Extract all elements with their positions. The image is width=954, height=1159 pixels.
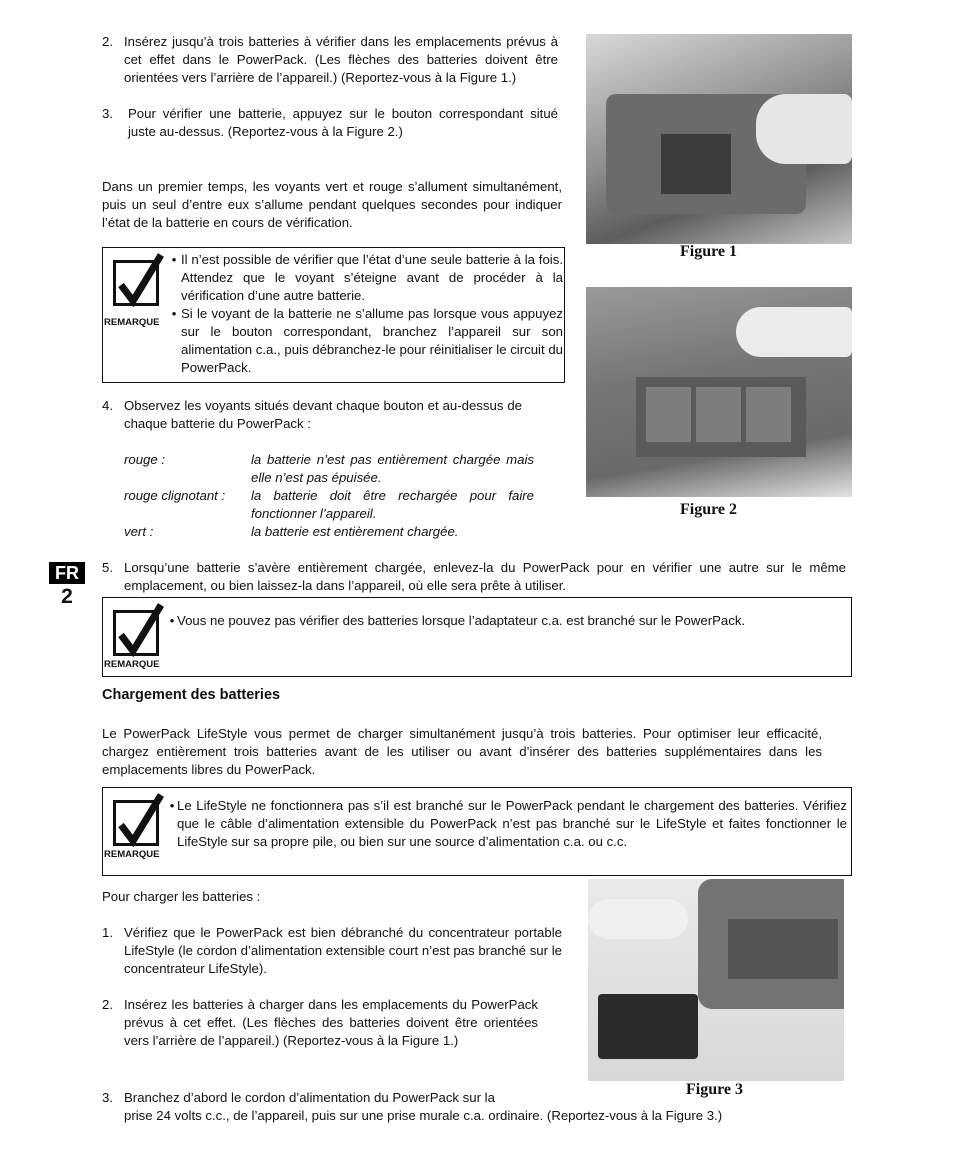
note-box-1 bbox=[102, 247, 565, 383]
note-2-bullets: • Vous ne pouvez pas vérifier des batteries lorsque l’adaptateur c.a. est branché sur le PowerPack. bbox=[169, 613, 746, 628]
section-heading: Chargement des batteries bbox=[102, 687, 281, 703]
note-label: REMARQUE bbox=[104, 849, 160, 860]
page-number: 2 bbox=[61, 585, 73, 608]
intro-charge: Pour charger les batteries : bbox=[102, 889, 261, 904]
bullet-item: • Si le voyant de la batterie ne s’allume pas lorsque vous appuyez sur le bouton correspondant, branchez l’appareil sur son alimentation c.a., puis débranchez-le pour réinitialiser le circuit du PowerPack. bbox=[171, 306, 563, 375]
steps-charge bbox=[102, 924, 562, 1050]
figure-2-image bbox=[586, 287, 852, 497]
steps-top bbox=[102, 33, 558, 141]
paragraph-charge: Le PowerPack LifeStyle vous permet de charger simultanément jusqu’à trois batteries. Pour optimiser leur efficacité, chargez entièrement trois batteries avant de les utiliser ou avant d’insérer des batteries supplémentaires dans les emplacements libres du PowerPack. bbox=[102, 726, 822, 777]
checkmark-icon bbox=[113, 260, 159, 306]
paragraph-lights: Dans un premier temps, les voyants vert et rouge s’allument simultanément, puis un seul d’entre eux s’allume pendant quelques secondes pour indiquer l’état de la batterie en cours de vérification. bbox=[102, 179, 562, 230]
figure-3-caption: Figure 3 bbox=[686, 1081, 744, 1098]
note-box-3 bbox=[102, 787, 852, 876]
checkmark-icon bbox=[113, 610, 159, 656]
status-green: vert : la batterie est entièrement chargée. bbox=[124, 524, 459, 539]
note-box-2 bbox=[102, 597, 852, 677]
language-tab: FR bbox=[49, 562, 85, 584]
status-red-blinking: rouge clignotant : la batterie doit être rechargée pour faire fonctionner l’appareil. bbox=[124, 488, 534, 521]
bullet-item: • Il n’est possible de vérifier que l’état d’une seule batterie à la fois. Attendez que le voyant s’éteigne avant de procéder à la vérification d’une autre batterie. bbox=[171, 252, 563, 303]
charge-step-3: 3. Branchez d’abord le cordon d’alimentation du PowerPack sur la prise 24 volts c.c., de l’appareil, puis sur une prise murale c.a. ordinaire. (Reportez-vous à la Figure 3.) bbox=[102, 1090, 723, 1123]
figure-3-image bbox=[588, 879, 844, 1081]
step-4: 4. Observez les voyants situés devant chaque bouton et au-dessus de chaque batterie du PowerPack : bbox=[102, 398, 522, 431]
note-3-bullets: • Le LifeStyle ne fonctionnera pas s’il est branché sur le PowerPack pendant le chargement des batteries. Vérifiez que le câble d’alimentation extensible du PowerPack n’est pas branché sur le LifeStyle et faites fonctionner le LifeStyle sur sa propre pile, ou bien sur une source d’alimentation c.a. ou c.c. bbox=[169, 798, 847, 849]
checkmark-icon bbox=[113, 800, 159, 846]
step-2: 2. Insérez jusqu’à trois batteries à vérifier dans les emplacements prévus à cet effet dans le PowerPack. (Les flèches des batteries doivent être orientées vers l’arrière de l’appareil.) (Reportez-vous à la Figure 1.) bbox=[102, 34, 558, 85]
step-5: 5. Lorsqu’une batterie s’avère entièrement chargée, enlevez-la du PowerPack pour en vérifier une autre sur le même emplacement, ou bien laissez-la dans l’appareil, où elle sera prête à utiliser. bbox=[102, 560, 846, 593]
figure-1-image bbox=[586, 34, 852, 244]
charge-step-1: 1. Vérifiez que le PowerPack est bien débranché du concentrateur portable LifeStyle (le cordon d’alimentation extensible court n’est pas branché sur le concentrateur LifeStyle). bbox=[102, 925, 562, 976]
status-red: rouge : la batterie n’est pas entièrement chargée mais elle n’est pas épuisée. bbox=[124, 452, 534, 485]
note-label: REMARQUE bbox=[104, 659, 160, 670]
figure-2-caption: Figure 2 bbox=[680, 501, 738, 518]
note-1-bullets bbox=[167, 251, 563, 377]
note-label: REMARQUE bbox=[104, 317, 160, 328]
step-3: 3. Pour vérifier une batterie, appuyez sur le bouton correspondant situé juste au-dessus. (Reportez-vous à la Figure 2.) bbox=[102, 106, 558, 139]
charge-step-2: 2. Insérez les batteries à charger dans les emplacements du PowerPack prévus à cet effet. (Les flèches des batteries doivent être orientées vers l’arrière de l’appareil.) (Reportez-vous à la Figure 1.) bbox=[102, 997, 538, 1048]
figure-1-caption: Figure 1 bbox=[680, 243, 738, 260]
status-list bbox=[124, 451, 534, 541]
